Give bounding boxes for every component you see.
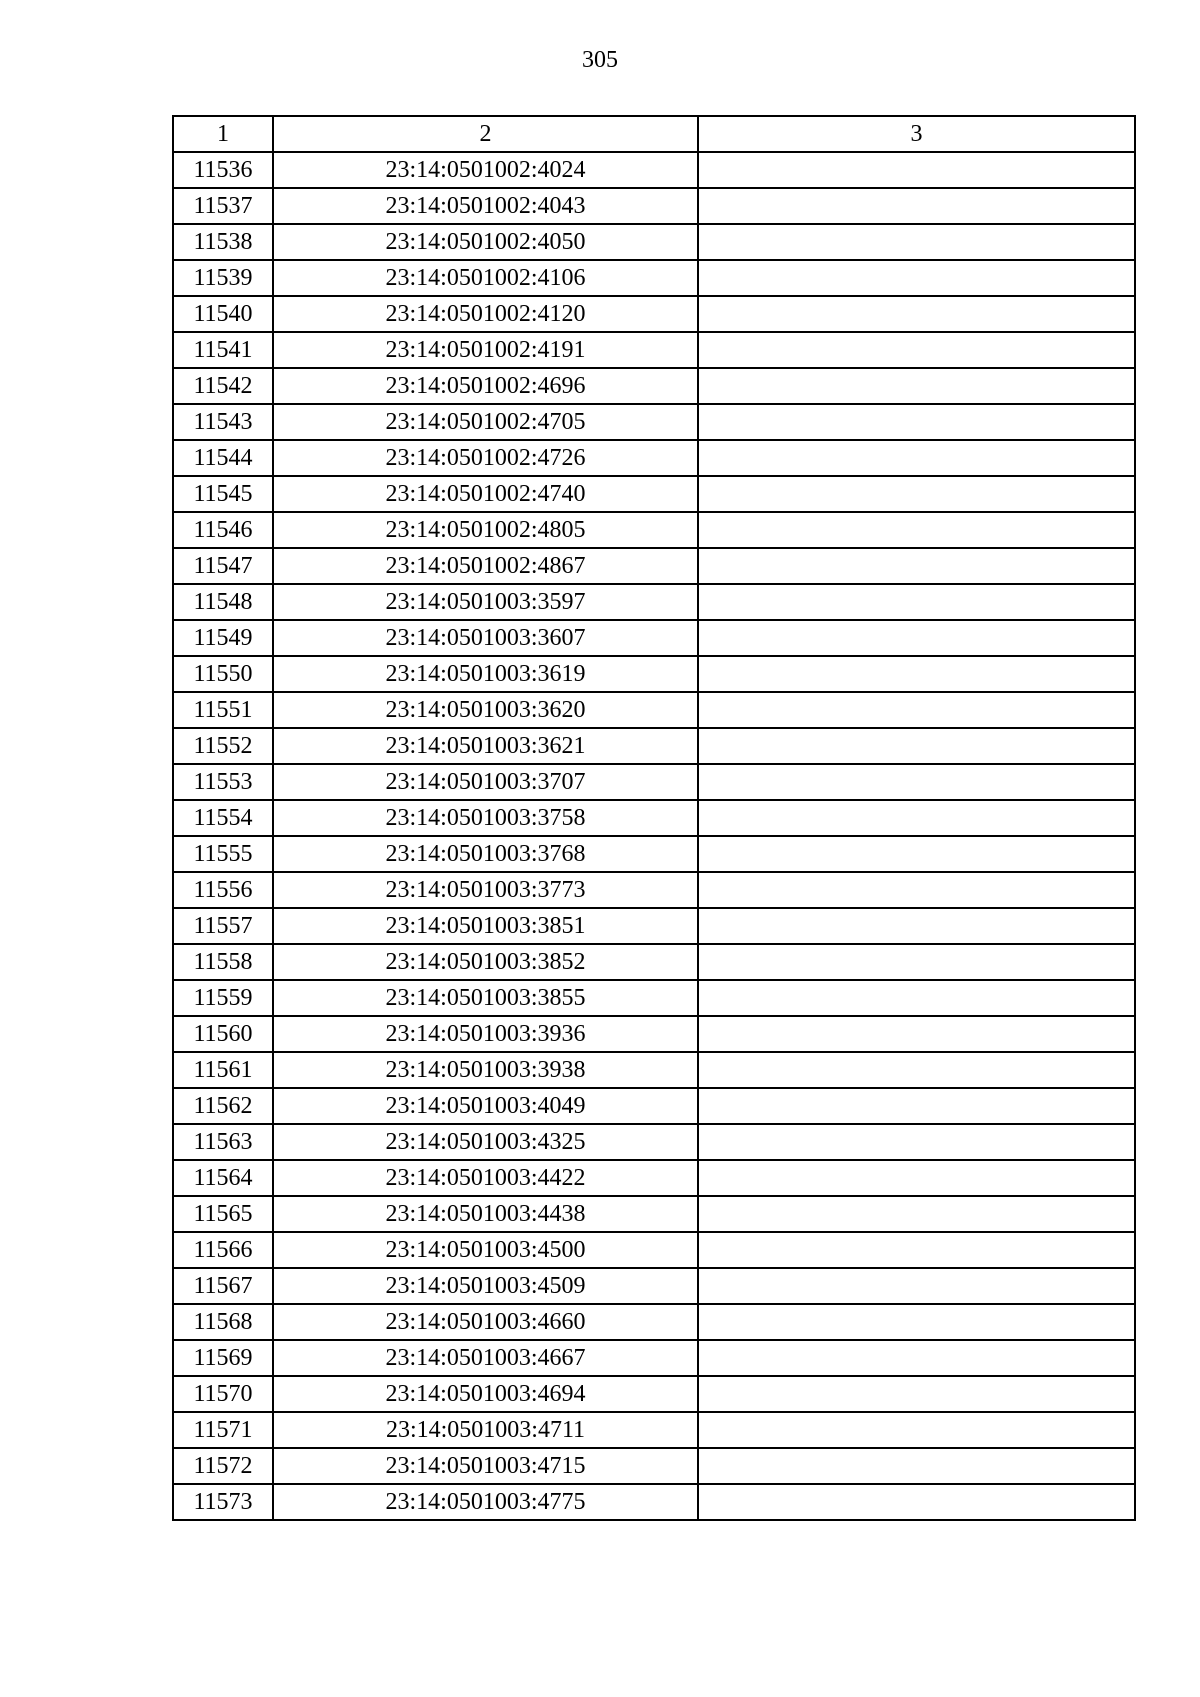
- note-cell: [698, 1124, 1135, 1160]
- note-cell: [698, 1376, 1135, 1412]
- cadastral-number-cell: 23:14:0501002:4120: [273, 296, 698, 332]
- row-number-cell: 11548: [173, 584, 273, 620]
- table-row: [173, 476, 1135, 512]
- cadastral-number-cell: 23:14:0501002:4106: [273, 260, 698, 296]
- table-row: [173, 692, 1135, 728]
- table-row: [173, 980, 1135, 1016]
- table-row: [173, 1448, 1135, 1484]
- note-cell: [698, 260, 1135, 296]
- row-number-cell: 11565: [173, 1196, 273, 1232]
- note-cell: [698, 1088, 1135, 1124]
- note-cell: [698, 476, 1135, 512]
- note-cell: [698, 1160, 1135, 1196]
- note-cell: [698, 584, 1135, 620]
- row-number-cell: 11557: [173, 908, 273, 944]
- note-cell: [698, 692, 1135, 728]
- cadastral-number-cell: 23:14:0501003:4667: [273, 1340, 698, 1376]
- cadastral-number-cell: 23:14:0501002:4726: [273, 440, 698, 476]
- table-row: [173, 800, 1135, 836]
- table-header-row: [173, 116, 1135, 152]
- row-number-cell: 11536: [173, 152, 273, 188]
- note-cell: [698, 368, 1135, 404]
- note-cell: [698, 1232, 1135, 1268]
- cadastral-number-cell: 23:14:0501002:4740: [273, 476, 698, 512]
- cadastral-number-cell: 23:14:0501003:3619: [273, 656, 698, 692]
- row-number-cell: 11559: [173, 980, 273, 1016]
- row-number-cell: 11537: [173, 188, 273, 224]
- cadastral-number-cell: 23:14:0501003:3773: [273, 872, 698, 908]
- note-cell: [698, 836, 1135, 872]
- cadastral-number-cell: 23:14:0501002:4705: [273, 404, 698, 440]
- table-row: [173, 872, 1135, 908]
- note-cell: [698, 1448, 1135, 1484]
- row-number-cell: 11556: [173, 872, 273, 908]
- table-row: [173, 1160, 1135, 1196]
- note-cell: [698, 440, 1135, 476]
- table-row: [173, 296, 1135, 332]
- row-number-cell: 11547: [173, 548, 273, 584]
- row-number-cell: 11539: [173, 260, 273, 296]
- row-number-cell: 11561: [173, 1052, 273, 1088]
- cadastral-number-cell: 23:14:0501003:3936: [273, 1016, 698, 1052]
- table-row: [173, 368, 1135, 404]
- table-row: [173, 1304, 1135, 1340]
- row-number-cell: 11544: [173, 440, 273, 476]
- cadastral-number-cell: 23:14:0501003:3707: [273, 764, 698, 800]
- cadastral-number-cell: 23:14:0501003:3621: [273, 728, 698, 764]
- cadastral-number-cell: 23:14:0501003:3855: [273, 980, 698, 1016]
- cadastral-number-cell: 23:14:0501003:4775: [273, 1484, 698, 1520]
- cadastral-number-cell: 23:14:0501003:4715: [273, 1448, 698, 1484]
- cadastral-number-cell: 23:14:0501003:3938: [273, 1052, 698, 1088]
- cadastral-number-cell: 23:14:0501003:3768: [273, 836, 698, 872]
- row-number-cell: 11545: [173, 476, 273, 512]
- table-row: [173, 1340, 1135, 1376]
- row-number-cell: 11542: [173, 368, 273, 404]
- row-number-cell: 11541: [173, 332, 273, 368]
- row-number-cell: 11549: [173, 620, 273, 656]
- row-number-cell: 11573: [173, 1484, 273, 1520]
- row-number-cell: 11562: [173, 1088, 273, 1124]
- table-row: [173, 584, 1135, 620]
- note-cell: [698, 980, 1135, 1016]
- row-number-cell: 11551: [173, 692, 273, 728]
- cadastral-number-cell: 23:14:0501002:4696: [273, 368, 698, 404]
- row-number-cell: 11566: [173, 1232, 273, 1268]
- row-number-cell: 11560: [173, 1016, 273, 1052]
- row-number-cell: 11563: [173, 1124, 273, 1160]
- note-cell: [698, 656, 1135, 692]
- table-row: [173, 1124, 1135, 1160]
- note-cell: [698, 1304, 1135, 1340]
- note-cell: [698, 1340, 1135, 1376]
- table-row: [173, 944, 1135, 980]
- column-header-2: 2: [273, 116, 698, 152]
- note-cell: [698, 152, 1135, 188]
- table-row: [173, 764, 1135, 800]
- note-cell: [698, 296, 1135, 332]
- note-cell: [698, 332, 1135, 368]
- note-cell: [698, 908, 1135, 944]
- table-row: [173, 260, 1135, 296]
- table-row: [173, 1016, 1135, 1052]
- cadastral-number-cell: 23:14:0501003:4509: [273, 1268, 698, 1304]
- table-row: [173, 1088, 1135, 1124]
- row-number-cell: 11558: [173, 944, 273, 980]
- row-number-cell: 11554: [173, 800, 273, 836]
- row-number-cell: 11546: [173, 512, 273, 548]
- note-cell: [698, 1484, 1135, 1520]
- cadastral-number-cell: 23:14:0501002:4805: [273, 512, 698, 548]
- row-number-cell: 11571: [173, 1412, 273, 1448]
- table-row: [173, 1232, 1135, 1268]
- table-row: [173, 728, 1135, 764]
- row-number-cell: 11538: [173, 224, 273, 260]
- row-number-cell: 11564: [173, 1160, 273, 1196]
- cadastral-number-cell: 23:14:0501002:4024: [273, 152, 698, 188]
- cadastral-number-cell: 23:14:0501003:3851: [273, 908, 698, 944]
- cadastral-number-cell: 23:14:0501002:4191: [273, 332, 698, 368]
- row-number-cell: 11552: [173, 728, 273, 764]
- table-row: [173, 404, 1135, 440]
- row-number-cell: 11569: [173, 1340, 273, 1376]
- row-number-cell: 11568: [173, 1304, 273, 1340]
- cadastral-number-cell: 23:14:0501002:4050: [273, 224, 698, 260]
- row-number-cell: 11543: [173, 404, 273, 440]
- table-row: [173, 1196, 1135, 1232]
- cadastral-number-cell: 23:14:0501003:3620: [273, 692, 698, 728]
- note-cell: [698, 1268, 1135, 1304]
- cadastral-number-cell: 23:14:0501003:4049: [273, 1088, 698, 1124]
- row-number-cell: 11550: [173, 656, 273, 692]
- cadastral-number-cell: 23:14:0501003:3852: [273, 944, 698, 980]
- note-cell: [698, 404, 1135, 440]
- cadastral-number-cell: 23:14:0501003:4500: [273, 1232, 698, 1268]
- table-row: [173, 512, 1135, 548]
- note-cell: [698, 1196, 1135, 1232]
- table-row: [173, 1052, 1135, 1088]
- cadastral-number-cell: 23:14:0501003:4711: [273, 1412, 698, 1448]
- table-row: [173, 548, 1135, 584]
- note-cell: [698, 188, 1135, 224]
- table-row: [173, 1412, 1135, 1448]
- cadastral-number-cell: 23:14:0501003:4438: [273, 1196, 698, 1232]
- page-number: 305: [582, 47, 618, 73]
- cadastral-number-cell: 23:14:0501003:4660: [273, 1304, 698, 1340]
- note-cell: [698, 512, 1135, 548]
- row-number-cell: 11567: [173, 1268, 273, 1304]
- column-header-3: 3: [698, 116, 1135, 152]
- note-cell: [698, 872, 1135, 908]
- row-number-cell: 11572: [173, 1448, 273, 1484]
- registry-table: [172, 115, 1136, 1521]
- table-row: [173, 620, 1135, 656]
- note-cell: [698, 764, 1135, 800]
- cadastral-number-cell: 23:14:0501003:4694: [273, 1376, 698, 1412]
- note-cell: [698, 944, 1135, 980]
- note-cell: [698, 224, 1135, 260]
- table-row: [173, 188, 1135, 224]
- table-row: [173, 1268, 1135, 1304]
- table-body: [173, 152, 1135, 1520]
- note-cell: [698, 548, 1135, 584]
- row-number-cell: 11553: [173, 764, 273, 800]
- row-number-cell: 11540: [173, 296, 273, 332]
- cadastral-number-cell: 23:14:0501002:4867: [273, 548, 698, 584]
- cadastral-number-cell: 23:14:0501003:3607: [273, 620, 698, 656]
- row-number-cell: 11555: [173, 836, 273, 872]
- note-cell: [698, 728, 1135, 764]
- note-cell: [698, 620, 1135, 656]
- table-row: [173, 836, 1135, 872]
- note-cell: [698, 800, 1135, 836]
- table-row: [173, 1376, 1135, 1412]
- column-header-1: 1: [173, 116, 273, 152]
- table-row: [173, 332, 1135, 368]
- cadastral-number-cell: 23:14:0501003:4325: [273, 1124, 698, 1160]
- table-row: [173, 656, 1135, 692]
- table-row: [173, 152, 1135, 188]
- table-row: [173, 224, 1135, 260]
- cadastral-number-cell: 23:14:0501003:3597: [273, 584, 698, 620]
- table-row: [173, 1484, 1135, 1520]
- cadastral-number-cell: 23:14:0501002:4043: [273, 188, 698, 224]
- note-cell: [698, 1052, 1135, 1088]
- table-row: [173, 440, 1135, 476]
- cadastral-number-cell: 23:14:0501003:4422: [273, 1160, 698, 1196]
- note-cell: [698, 1016, 1135, 1052]
- note-cell: [698, 1412, 1135, 1448]
- row-number-cell: 11570: [173, 1376, 273, 1412]
- table-row: [173, 908, 1135, 944]
- cadastral-number-cell: 23:14:0501003:3758: [273, 800, 698, 836]
